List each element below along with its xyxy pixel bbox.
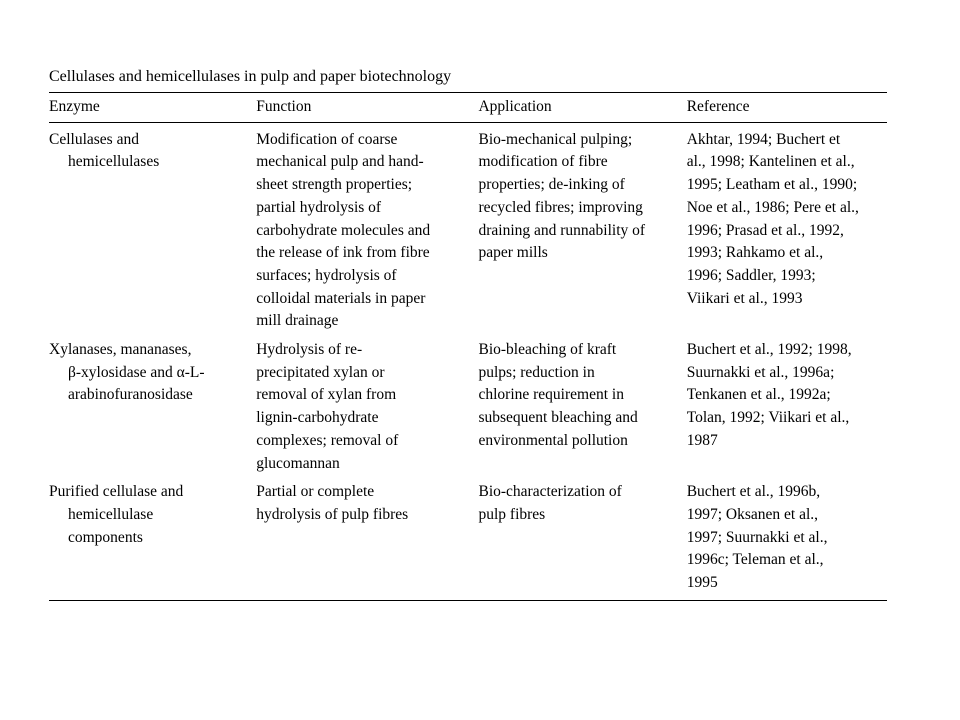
cell-line: β-xylosidase and α-L- bbox=[68, 363, 205, 381]
cell-function bbox=[256, 122, 478, 333]
cell-line: 1997; Oksanen et al., bbox=[686, 505, 819, 523]
cell-line: precipitated xylan or bbox=[256, 363, 385, 381]
cell-line: chlorine requirement in bbox=[478, 386, 624, 404]
cell-line: Bio-bleaching of kraft bbox=[478, 341, 617, 359]
document-page bbox=[49, 66, 886, 601]
table-caption: Cellulases and hemicellulases in pulp and paper biotechnology bbox=[49, 68, 452, 85]
cell-line: modification of fibre bbox=[478, 153, 608, 171]
header-reference: Reference bbox=[686, 98, 750, 115]
enzyme-table bbox=[49, 92, 887, 601]
table-row bbox=[49, 475, 887, 600]
cell-line: 1993; Rahkamo et al., bbox=[686, 244, 824, 262]
cell-line: Viikari et al., 1993 bbox=[686, 289, 803, 307]
cell-line: properties; de-inking of bbox=[478, 176, 625, 194]
cell-line: pulp fibres bbox=[478, 505, 546, 523]
cell-line: surfaces; hydrolysis of bbox=[256, 266, 397, 284]
cell-line: 1987 bbox=[686, 431, 718, 449]
cell-line: 1996c; Teleman et al., bbox=[686, 551, 824, 569]
cell-line: 1997; Suurnakki et al., bbox=[686, 528, 828, 546]
cell-line: the release of ink from fibre bbox=[256, 244, 430, 262]
cell-line: Hydrolysis of re- bbox=[256, 341, 363, 359]
cell-line: arabinofuranosidase bbox=[68, 386, 193, 404]
table-header bbox=[49, 93, 887, 123]
cell-line: Modification of coarse bbox=[256, 130, 398, 148]
cell-function bbox=[256, 475, 478, 600]
cell-line: lignin-carbohydrate bbox=[256, 409, 379, 427]
header-function: Function bbox=[256, 98, 312, 115]
cell-line: removal of xylan from bbox=[256, 386, 397, 404]
header-row bbox=[49, 93, 887, 123]
cell-line: Tenkanen et al., 1992a; bbox=[686, 386, 831, 404]
cell-line: Bio-characterization of bbox=[478, 483, 622, 501]
cell-line: Purified cellulase and bbox=[49, 483, 184, 501]
header-enzyme: Enzyme bbox=[49, 98, 100, 115]
cell-line: mill drainage bbox=[256, 312, 339, 330]
cell-line: Xylanases, mananases, bbox=[49, 341, 192, 359]
cell-line: paper mills bbox=[478, 244, 548, 262]
cell-line: Buchert et al., 1996b, bbox=[686, 483, 821, 501]
cell-enzyme bbox=[49, 333, 256, 475]
cell-line: hemicellulase bbox=[68, 505, 154, 523]
table-row bbox=[49, 122, 887, 333]
cell-line: components bbox=[68, 528, 143, 546]
cell-line: complexes; removal of bbox=[256, 431, 399, 449]
cell-enzyme bbox=[49, 475, 256, 600]
cell-function bbox=[256, 333, 478, 475]
cell-line: subsequent bleaching and bbox=[478, 409, 638, 427]
cell-reference bbox=[687, 475, 887, 600]
cell-line: Bio-mechanical pulping; bbox=[478, 130, 633, 148]
header-application: Application bbox=[478, 98, 552, 115]
cell-reference bbox=[687, 333, 887, 475]
cell-line: Noe et al., 1986; Pere et al., bbox=[686, 198, 859, 216]
cell-line: environmental pollution bbox=[478, 431, 628, 449]
cell-line: 1996; Saddler, 1993; bbox=[686, 266, 816, 284]
cell-line: al., 1998; Kantelinen et al., bbox=[686, 153, 855, 171]
cell-reference bbox=[687, 122, 887, 333]
cell-line: partial hydrolysis of bbox=[256, 198, 382, 216]
cell-line: Akhtar, 1994; Buchert et bbox=[686, 130, 841, 148]
table-body bbox=[49, 122, 887, 600]
cell-line: glucomannan bbox=[256, 454, 340, 472]
cell-line: hemicellulases bbox=[68, 153, 160, 171]
cell-line: Partial or complete bbox=[256, 483, 375, 501]
cell-line: Suurnakki et al., 1996a; bbox=[686, 363, 835, 381]
cell-line: Cellulases and bbox=[49, 130, 139, 148]
cell-line: hydrolysis of pulp fibres bbox=[256, 505, 409, 523]
cell-line: Buchert et al., 1992; 1998, bbox=[686, 341, 852, 359]
cell-line: 1996; Prasad et al., 1992, bbox=[686, 221, 844, 239]
cell-line: pulps; reduction in bbox=[478, 363, 595, 381]
cell-line: sheet strength properties; bbox=[256, 176, 413, 194]
table-row bbox=[49, 333, 887, 475]
cell-enzyme bbox=[49, 122, 256, 333]
cell-line: carbohydrate molecules and bbox=[256, 221, 431, 239]
cell-application bbox=[478, 333, 686, 475]
cell-line: colloidal materials in paper bbox=[256, 289, 426, 307]
cell-line: recycled fibres; improving bbox=[478, 198, 643, 216]
cell-line: draining and runnability of bbox=[478, 221, 646, 239]
cell-line: mechanical pulp and hand- bbox=[256, 153, 424, 171]
cell-application bbox=[478, 475, 686, 600]
cell-line: Tolan, 1992; Viikari et al., bbox=[686, 409, 850, 427]
cell-line: 1995 bbox=[686, 574, 718, 592]
cell-application bbox=[478, 122, 686, 333]
cell-line: 1995; Leatham et al., 1990; bbox=[686, 176, 858, 194]
